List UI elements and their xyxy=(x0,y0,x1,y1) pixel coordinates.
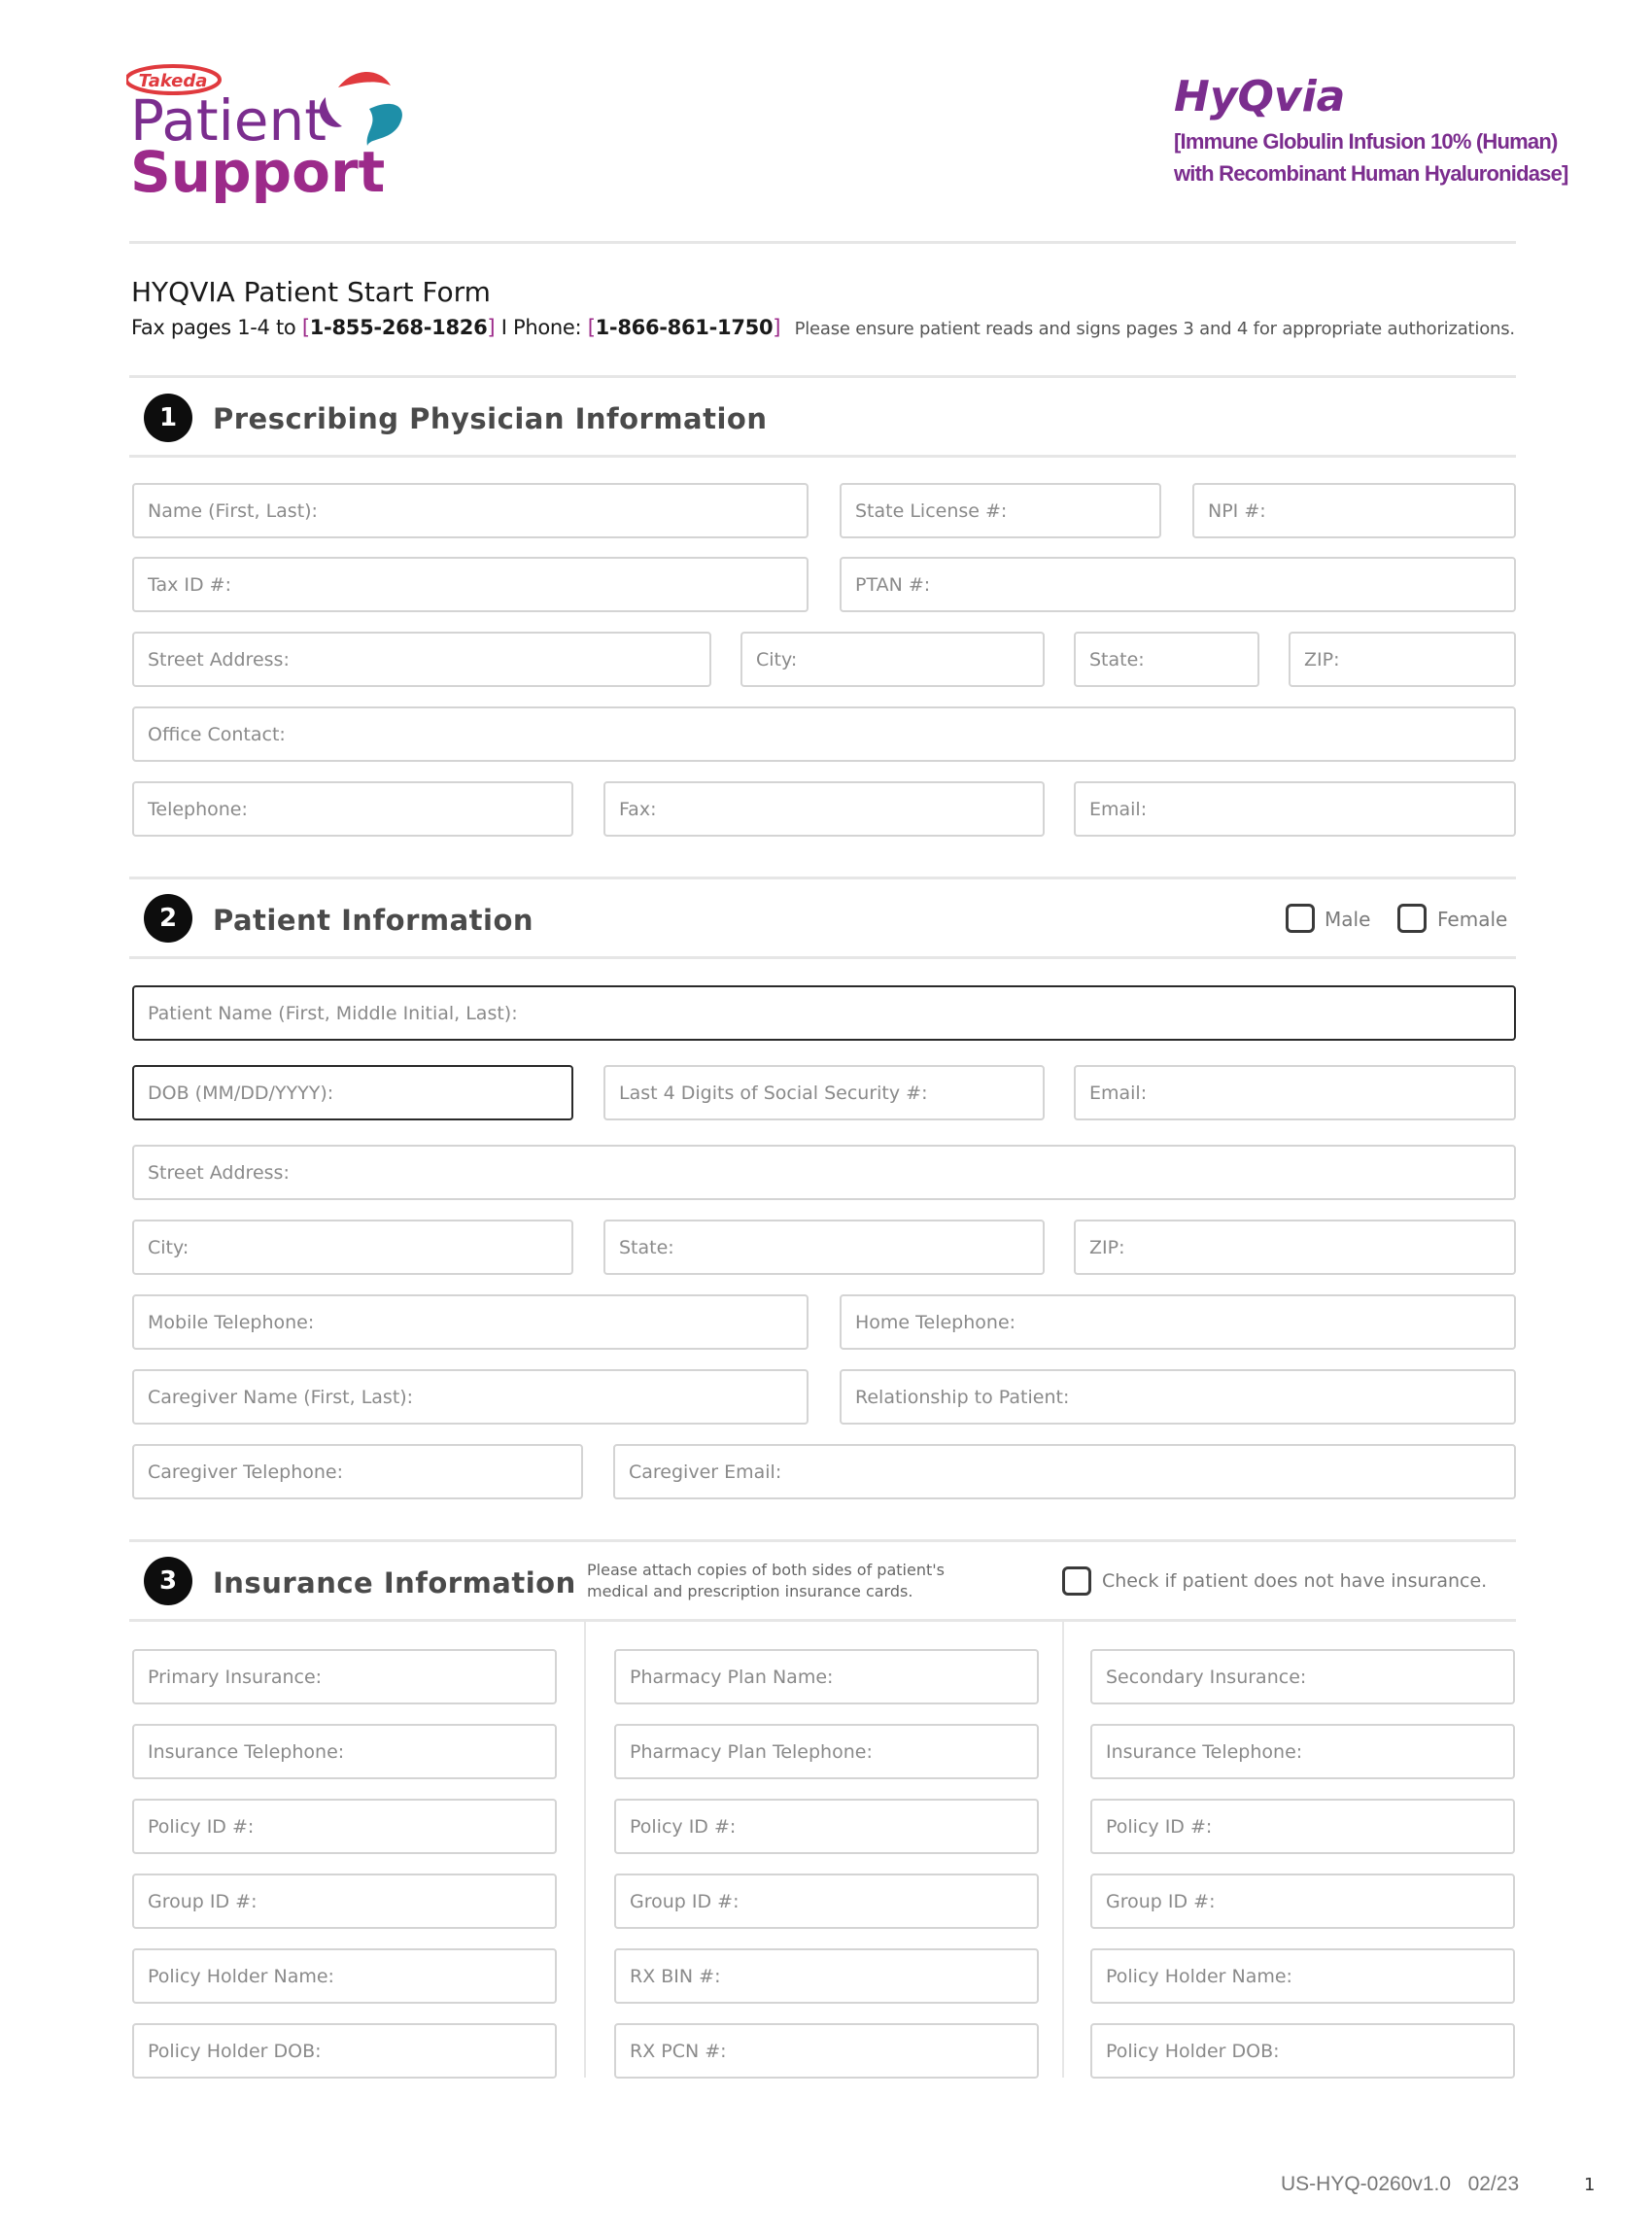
pharmacy-plan-telephone-field[interactable]: Pharmacy Plan Telephone: xyxy=(614,1724,1039,1779)
physician-telephone-field[interactable]: Telephone: xyxy=(132,781,573,837)
section1-bottom-divider xyxy=(129,455,1516,458)
physician-name-field[interactable]: Name (First, Last): xyxy=(132,483,809,538)
rx-bin-field[interactable]: RX BIN #: xyxy=(614,1948,1039,2004)
insurance-cards-note-2: medical and prescription insurance cards. xyxy=(587,1582,913,1600)
caregiver-email-field[interactable]: Caregiver Email: xyxy=(613,1444,1516,1499)
section3-number-badge: 3 xyxy=(144,1557,192,1605)
phone-prefix: Phone: xyxy=(512,316,588,339)
contact-separator: I xyxy=(495,316,513,339)
no-insurance-label: Check if patient does not have insurance. xyxy=(1102,1570,1488,1592)
patient-state-field[interactable]: State: xyxy=(603,1220,1045,1275)
brand-description-2: with Recombinant Human Hyaluronidase] xyxy=(1174,161,1568,186)
caregiver-telephone-field[interactable]: Caregiver Telephone: xyxy=(132,1444,583,1499)
home-telephone-field[interactable]: Home Telephone: xyxy=(840,1294,1516,1350)
phone-number: 1-866-861-1750 xyxy=(595,316,774,339)
page-number: 1 xyxy=(1584,2175,1596,2195)
primary-insurance-telephone-field[interactable]: Insurance Telephone: xyxy=(132,1724,557,1779)
patient-city-field[interactable]: City: xyxy=(132,1220,573,1275)
patient-email-field[interactable]: Email: xyxy=(1074,1065,1516,1120)
physician-state-field[interactable]: State: xyxy=(1074,632,1259,687)
secondary-policy-holder-dob-field[interactable]: Policy Holder DOB: xyxy=(1090,2023,1515,2079)
dob-field[interactable]: DOB (MM/DD/YYYY): xyxy=(132,1065,573,1120)
logo-line-patient: Patient xyxy=(130,87,327,154)
rx-pcn-field[interactable]: RX PCN #: xyxy=(614,2023,1039,2079)
section2-title: Patient Information xyxy=(213,904,534,937)
physician-fax-field[interactable]: Fax: xyxy=(603,781,1045,837)
secondary-insurance-telephone-field[interactable]: Insurance Telephone: xyxy=(1090,1724,1515,1779)
pharmacy-group-id-field[interactable]: Group ID #: xyxy=(614,1874,1039,1929)
secondary-policy-id-field[interactable]: Policy ID #: xyxy=(1090,1799,1515,1854)
insurance-column-divider-2 xyxy=(1062,1621,1064,2078)
male-label: Male xyxy=(1325,908,1371,931)
form-title: HYQVIA Patient Start Form xyxy=(131,276,491,308)
primary-policy-holder-name-field[interactable]: Policy Holder Name: xyxy=(132,1948,557,2004)
caregiver-name-field[interactable]: Caregiver Name (First, Last): xyxy=(132,1369,809,1425)
primary-policy-id-field[interactable]: Policy ID #: xyxy=(132,1799,557,1854)
section2-number-badge: 2 xyxy=(144,894,192,943)
section3-bottom-divider xyxy=(129,1619,1516,1622)
npi-field[interactable]: NPI #: xyxy=(1192,483,1516,538)
female-label: Female xyxy=(1437,908,1508,931)
authorization-instruction: Please ensure patient reads and signs pages 3 and 4 for appropriate authorizations. xyxy=(794,319,1515,339)
secondary-policy-holder-name-field[interactable]: Policy Holder Name: xyxy=(1090,1948,1515,2004)
section3-title: Insurance Information xyxy=(213,1566,576,1599)
fax-prefix: Fax pages 1-4 to xyxy=(131,316,302,339)
primary-insurance-field[interactable]: Primary Insurance: xyxy=(132,1649,557,1704)
section1-number-badge: 1 xyxy=(144,394,192,442)
header-divider xyxy=(129,241,1516,244)
section1-title: Prescribing Physician Information xyxy=(213,402,768,435)
section2-top-divider xyxy=(129,877,1516,879)
secondary-group-id-field[interactable]: Group ID #: xyxy=(1090,1874,1515,1929)
physician-street-field[interactable]: Street Address: xyxy=(132,632,711,687)
pharmacy-plan-name-field[interactable]: Pharmacy Plan Name: xyxy=(614,1649,1039,1704)
section3-top-divider xyxy=(129,1539,1516,1542)
no-insurance-checkbox[interactable] xyxy=(1062,1566,1091,1596)
primary-policy-holder-dob-field[interactable]: Policy Holder DOB: xyxy=(132,2023,557,2079)
male-checkbox[interactable] xyxy=(1286,904,1315,933)
document-code: US-HYQ-0260v1.0 02/23 xyxy=(1281,2173,1520,2195)
physician-email-field[interactable]: Email: xyxy=(1074,781,1516,837)
patient-zip-field[interactable]: ZIP: xyxy=(1074,1220,1516,1275)
secondary-insurance-field[interactable]: Secondary Insurance: xyxy=(1090,1649,1515,1704)
physician-zip-field[interactable]: ZIP: xyxy=(1289,632,1516,687)
insurance-cards-note-1: Please attach copies of both sides of patient's xyxy=(587,1561,945,1579)
patient-name-field[interactable]: Patient Name (First, Middle Initial, Last): xyxy=(132,985,1516,1041)
mobile-telephone-field[interactable]: Mobile Telephone: xyxy=(132,1294,809,1350)
brand-name: HyQvia xyxy=(1174,72,1346,121)
contact-line: Fax pages 1-4 to [1-855-268-1826] I Phone: [1-866-861-1750] Please ensure patient reads and signs pages 3 and 4 for appropriate authorizations. xyxy=(131,316,1515,339)
primary-group-id-field[interactable]: Group ID #: xyxy=(132,1874,557,1929)
brand-description-1: [Immune Globulin Infusion 10% (Human) xyxy=(1174,129,1558,154)
state-license-field[interactable]: State License #: xyxy=(840,483,1161,538)
pharmacy-policy-id-field[interactable]: Policy ID #: xyxy=(614,1799,1039,1854)
relationship-field[interactable]: Relationship to Patient: xyxy=(840,1369,1516,1425)
fax-number: 1-855-268-1826 xyxy=(309,316,488,339)
ptan-field[interactable]: PTAN #: xyxy=(840,557,1516,612)
female-checkbox[interactable] xyxy=(1397,904,1427,933)
office-contact-field[interactable]: Office Contact: xyxy=(132,706,1516,762)
section1-top-divider xyxy=(129,375,1516,378)
insurance-column-divider-1 xyxy=(584,1621,586,2078)
physician-city-field[interactable]: City: xyxy=(740,632,1045,687)
logo-line-support: Support xyxy=(130,139,386,205)
ssn-last4-field[interactable]: Last 4 Digits of Social Security #: xyxy=(603,1065,1045,1120)
patient-street-field[interactable]: Street Address: xyxy=(132,1145,1516,1200)
tax-id-field[interactable]: Tax ID #: xyxy=(132,557,809,612)
section2-bottom-divider xyxy=(129,956,1516,959)
takeda-logo-text: Takeda xyxy=(138,71,208,91)
